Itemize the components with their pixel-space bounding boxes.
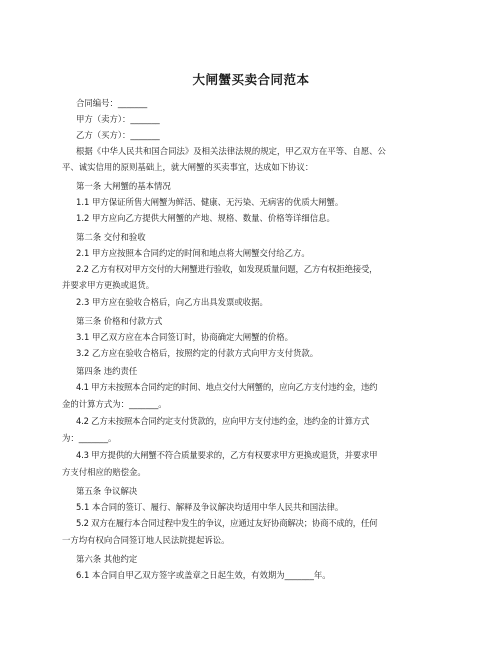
clause-line: 4.2 乙方未按照本合同约定支付货款的，应向甲方支付违约金，违约金的计算方式: [76, 416, 370, 426]
clause-line: 3.2 乙方应在验收合格后，按照约定的付款方式向甲方支付货款。: [76, 348, 319, 358]
clause-line: 5.2 双方在履行本合同过程中发生的争议，应通过友好协商解决；协商不成的，任何: [76, 518, 378, 528]
clause-line: 2.3 甲方应在验收合格后，向乙方出具发票或收据。: [76, 297, 268, 307]
clause-continuation: 一方均有权向合同签订地人民法院提起诉讼。: [62, 535, 230, 545]
article-heading: 第二条 交付和验收: [76, 232, 146, 242]
clause-line: 2.1 甲方应按照本合同约定的时间和地点将大闸蟹交付给乙方。: [76, 248, 310, 258]
article-heading: 第一条 大闸蟹的基本情况: [76, 181, 171, 191]
party-b-line: 乙方（买方）：_______: [76, 130, 160, 140]
article-heading: 第四条 违约责任: [76, 366, 138, 376]
article-heading: 第五条 争议解决: [76, 486, 138, 496]
clause-line: 4.1 甲方未按照本合同约定的时间、地点交付大闸蟹的，应向乙方支付违约金，违约: [76, 382, 378, 392]
contract-number-line: 合同编号：_______: [76, 98, 148, 108]
preamble-line-2: 平、诚实信用的原则基础上，就大闸蟹的买卖事宜，达成如下协议：: [62, 162, 314, 172]
clause-continuation: 方支付相应的赔偿金。: [62, 467, 146, 477]
clause-line: 5.1 本合同的签订、履行、解释及争议解决均适用中华人民共和国法律。: [76, 502, 344, 512]
clause-line: 3.1 甲乙双方应在本合同签订时，协商确定大闸蟹的价格。: [76, 332, 293, 342]
clause-continuation: 并要求甲方更换或退货。: [62, 280, 155, 290]
preamble-line-1: 根据《中华人民共和国合同法》及相关法律法规的规定，甲乙双方在平等、自愿、公: [76, 146, 386, 156]
clause-continuation: 为：_______。: [62, 433, 117, 443]
article-heading: 第三条 价格和付款方式: [76, 316, 163, 326]
party-a-line: 甲方（卖方）：_______: [76, 114, 160, 124]
clause-line: 2.2 乙方有权对甲方交付的大闸蟹进行验收，如发现质量问题，乙方有权拒绝接受，: [76, 264, 378, 274]
clause-line: 4.3 甲方提供的大闸蟹不符合质量要求的，乙方有权要求甲方更换或退货，并要求甲: [76, 450, 378, 460]
article-heading: 第六条 其他约定: [76, 554, 138, 564]
document-title: 大闸蟹买卖合同范本: [192, 72, 310, 87]
clause-line: 1.1 甲方保证所售大闸蟹为鲜活、健康、无污染、无病害的优质大闸蟹。: [76, 197, 344, 207]
clause-line: 6.1 本合同自甲乙双方签字或盖章之日起生效，有效期为_______年。: [76, 570, 331, 580]
clause-line: 1.2 甲方应向乙方提供大闸蟹的产地、规格、数量、价格等详细信息。: [76, 213, 335, 223]
clause-continuation: 金的计算方式为：_______。: [62, 399, 167, 409]
